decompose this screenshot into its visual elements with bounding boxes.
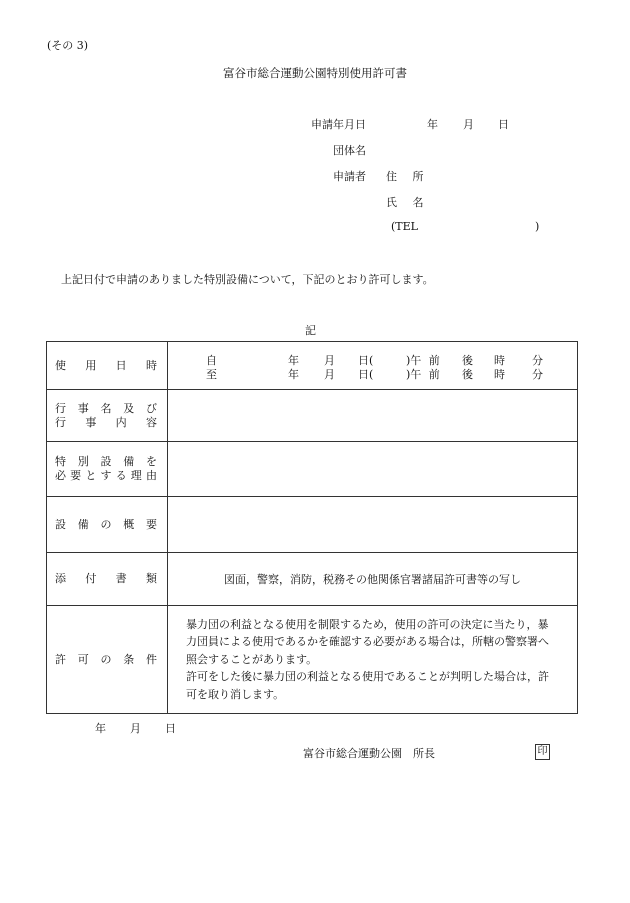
application-year-label: 年 [427, 118, 438, 131]
conditions-line: 暴力団の利益となる使用を制限するため，使用の許可の決定に当たり，暴 [186, 617, 549, 631]
seal-mark: 印 [535, 744, 550, 760]
name-label: 氏 名 [386, 196, 430, 209]
conditions-content-cell [168, 606, 578, 714]
conditions-label: 許 可 の 条 件 [55, 652, 157, 666]
conditions-text [168, 616, 577, 704]
attachments-content: 図面，警察，消防，税務その他関係官署諸届許可書等の写し [168, 553, 578, 606]
form-number: (その 3) [47, 39, 89, 52]
footer-month-label: 月 [130, 722, 141, 735]
overview-content-cell [168, 497, 578, 553]
conditions-line: 許可をした後に暴力団の利益となる使用であることが判明した場合は，許 [186, 670, 549, 684]
conditions-row [47, 606, 578, 714]
tel-open-label: (TEL [391, 220, 418, 233]
event-content-cell [168, 390, 578, 442]
group-name-label: 団体名 [333, 144, 366, 157]
usage-to-line: 至 年 月 日( )午 前 後 時 分 [206, 367, 543, 381]
event-label-line2: 行 事 内 容 [55, 415, 157, 429]
conditions-line: 可を取り消します。 [186, 687, 285, 701]
overview-row [47, 497, 578, 553]
attachments-label: 添 付 書 類 [55, 572, 157, 585]
overview-label: 設 備 の 概 要 [55, 517, 157, 531]
footer-year-label: 年 [95, 722, 106, 735]
ki-heading: 記 [305, 324, 316, 337]
attachments-row [47, 553, 578, 606]
usage-datetime-row [47, 342, 578, 390]
reason-label-line1: 特 別 設 備 を [55, 455, 157, 468]
tel-close-label: ) [535, 220, 540, 233]
document-title: 富谷市総合運動公園特別使用許可書 [223, 66, 407, 80]
application-month-label: 月 [463, 118, 474, 131]
application-date-label: 申請年月日 [311, 118, 366, 131]
event-label-cell [47, 390, 168, 442]
event-label-line1: 行 事 名 及 び [55, 401, 157, 415]
permit-table [46, 341, 578, 714]
conditions-line: 力団員による使用であるかを確認する必要がある場合は，所轄の警察署へ [186, 635, 549, 649]
intro-text: 上記日付で申請のありました特別設備について，下記のとおり許可します。 [61, 273, 434, 286]
attachments-label-cell [47, 553, 168, 606]
reason-content-cell [168, 442, 578, 497]
usage-from-line: 自 年 月 日( )午 前 後 時 分 [206, 353, 543, 367]
usage-datetime-cell [168, 342, 578, 390]
applicant-label: 申請者 [333, 170, 366, 183]
reason-row [47, 442, 578, 497]
address-label: 住 所 [386, 170, 430, 183]
footer-day-label: 日 [165, 722, 176, 735]
overview-label-cell [47, 497, 168, 553]
event-row [47, 390, 578, 442]
usage-datetime-label-cell [47, 342, 168, 390]
reason-label-cell [47, 442, 168, 497]
application-day-label: 日 [498, 118, 509, 131]
conditions-line: 照会することがあります。 [186, 652, 318, 666]
usage-datetime-label: 使 用 日 時 [55, 358, 157, 372]
issuer-name: 富谷市総合運動公園 所長 [303, 747, 435, 760]
conditions-label-cell [47, 606, 168, 714]
reason-label-line2: 必 要 と す る 理 由 [55, 469, 157, 482]
